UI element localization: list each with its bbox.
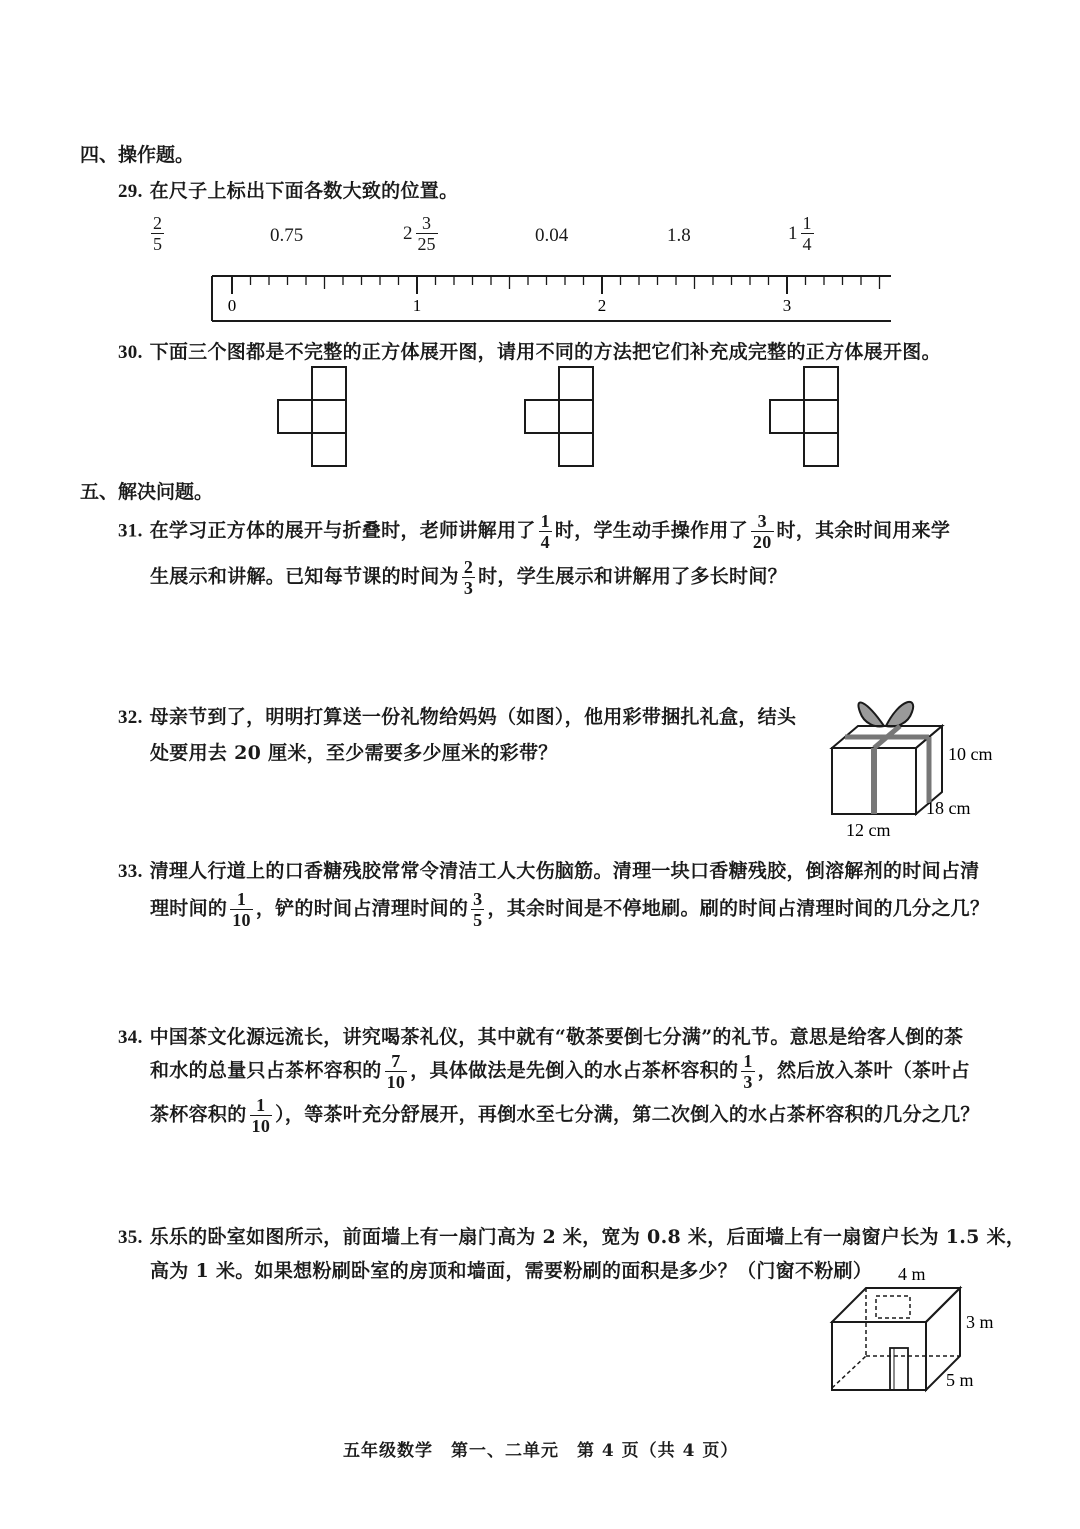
question-number: 31. bbox=[118, 520, 143, 542]
ruler-label-2: 2 bbox=[597, 296, 607, 315]
bedroom-figure bbox=[826, 1260, 1016, 1395]
question-35-line-2: 高为 1 米。如果想粉刷卧室的房顶和墙面，需要粉刷的面积是多少？（门窗不粉刷） bbox=[150, 1260, 873, 1282]
page-footer: 五年级数学 第一、二单元 第 4 页（共 4 页） bbox=[343, 1441, 739, 1461]
section-5-title: 五、解决问题。 bbox=[80, 481, 214, 503]
cube-net-2[interactable] bbox=[523, 366, 595, 468]
value-two-and-three-25ths: 2 $\frac{3}{25}$ bbox=[403, 213, 436, 254]
question-34-line-2: 和水的总量只占茶杯容积的 $\frac{7}{10}$ ，具体做法是先倒入的水占茶杯容积的 $\frac{1}{3}$ ，然后放入茶叶（茶叶占 bbox=[150, 1051, 970, 1092]
value-0-04: 0.04 bbox=[535, 225, 569, 246]
room-length-label: 4 m bbox=[898, 1264, 926, 1284]
ruler-label-3: 3 bbox=[782, 296, 792, 315]
box-height-label: 10 cm bbox=[948, 744, 993, 764]
box-depth-label: 18 cm bbox=[926, 798, 971, 818]
question-number: 29. bbox=[118, 181, 143, 202]
question-34-line-3: 茶杯容积的 $\frac{1}{10}$ ），等茶叶充分舒展开，再倒水至七分满，第二次倒入的水占茶杯容积的几分之几？ bbox=[150, 1095, 980, 1136]
question-text: 下面三个图都是不完整的正方体展开图，请用不同的方法把它们补充成完整的正方体展开图。 bbox=[149, 341, 941, 363]
fraction: $\frac{1}{10}$ bbox=[251, 1095, 271, 1136]
question-33-line-2: 理时间的 $\frac{1}{10}$ ，铲的时间占清理时间的 $\frac{3}{5}$ ，其余时间是不停地刷。刷的时间占清理时间的几分之几？ bbox=[150, 889, 990, 930]
fraction: $\frac{3}{5}$ bbox=[473, 889, 483, 930]
ruler[interactable] bbox=[205, 268, 900, 328]
question-31-line-2: 生展示和讲解。已知每节课的时间为 $\frac{2}{3}$ 时，学生展示和讲解用了多长时间？ bbox=[150, 557, 787, 598]
fraction: $\frac{2}{3}$ bbox=[463, 557, 474, 598]
question-33-line-1: 33. 清理人行道上的口香糖残胶常常令清洁工人大伤脑筋。清理一块口香糖残胶，倒溶解剂的时间占清 bbox=[118, 860, 980, 882]
question-32-line-1: 32. 母亲节到了，明明打算送一份礼物给妈妈（如图），他用彩带捆扎礼盒，结头 bbox=[118, 706, 797, 728]
ruler-ticks bbox=[232, 276, 880, 294]
question-30 bbox=[118, 337, 941, 364]
fraction: $\frac{1}{3}$ bbox=[743, 1051, 753, 1092]
ruler-label-1: 1 bbox=[412, 296, 422, 315]
room-width-label: 5 m bbox=[946, 1370, 974, 1390]
box-width-label: 12 cm bbox=[846, 820, 891, 840]
ruler-label-0: 0 bbox=[227, 296, 237, 315]
gift-box-figure bbox=[826, 690, 1011, 845]
question-34-line-1: 34. 中国茶文化源远流长，讲究喝茶礼仪，其中就有“敬茶要倒七分满”的礼节。意思是给客人倒的茶 bbox=[118, 1026, 964, 1048]
section-4-title: 四、操作题。 bbox=[80, 144, 195, 166]
question-31-line-1: 31. 在学习正方体的展开与折叠时，老师讲解用了 $\frac{1}{4}$ 时，学生动手操作用了 $\frac{3}{20}$ 时，其余时间用来学 bbox=[118, 511, 951, 552]
fraction: $\frac{3}{20}$ bbox=[752, 511, 772, 552]
question-number: 35. bbox=[118, 1227, 143, 1248]
value-0-75: 0.75 bbox=[270, 225, 304, 246]
question-29 bbox=[118, 176, 458, 203]
question-number: 32. bbox=[118, 707, 143, 728]
fraction: $\frac{1}{10}$ bbox=[232, 889, 251, 930]
fraction: $\frac{7}{10}$ bbox=[386, 1051, 406, 1092]
fraction: $\frac{1}{4}$ bbox=[540, 511, 550, 552]
value-1-8: 1.8 bbox=[667, 225, 691, 246]
question-number: 34. bbox=[118, 1027, 143, 1048]
question-text: 在尺子上标出下面各数大致的位置。 bbox=[149, 180, 459, 202]
room-height-label: 3 m bbox=[966, 1312, 994, 1332]
question-number: 30. bbox=[118, 342, 143, 363]
cube-net-1[interactable] bbox=[276, 366, 348, 468]
question-35-line-1: 35. 乐乐的卧室如图所示，前面墙上有一扇门高为 2 米，宽为 0.8 米，后面墙上有一扇窗户长为 1.5 米， bbox=[118, 1226, 1026, 1248]
question-32-line-2: 处要用去 20 厘米，至少需要多少厘米的彩带？ bbox=[150, 742, 558, 764]
cube-net-3[interactable] bbox=[768, 366, 840, 468]
question-number: 33. bbox=[118, 861, 143, 882]
value-two-fifths: $\frac{2}{5}$ bbox=[153, 213, 162, 254]
value-one-and-one-quarter: 1 $\frac{1}{4}$ bbox=[788, 213, 812, 254]
